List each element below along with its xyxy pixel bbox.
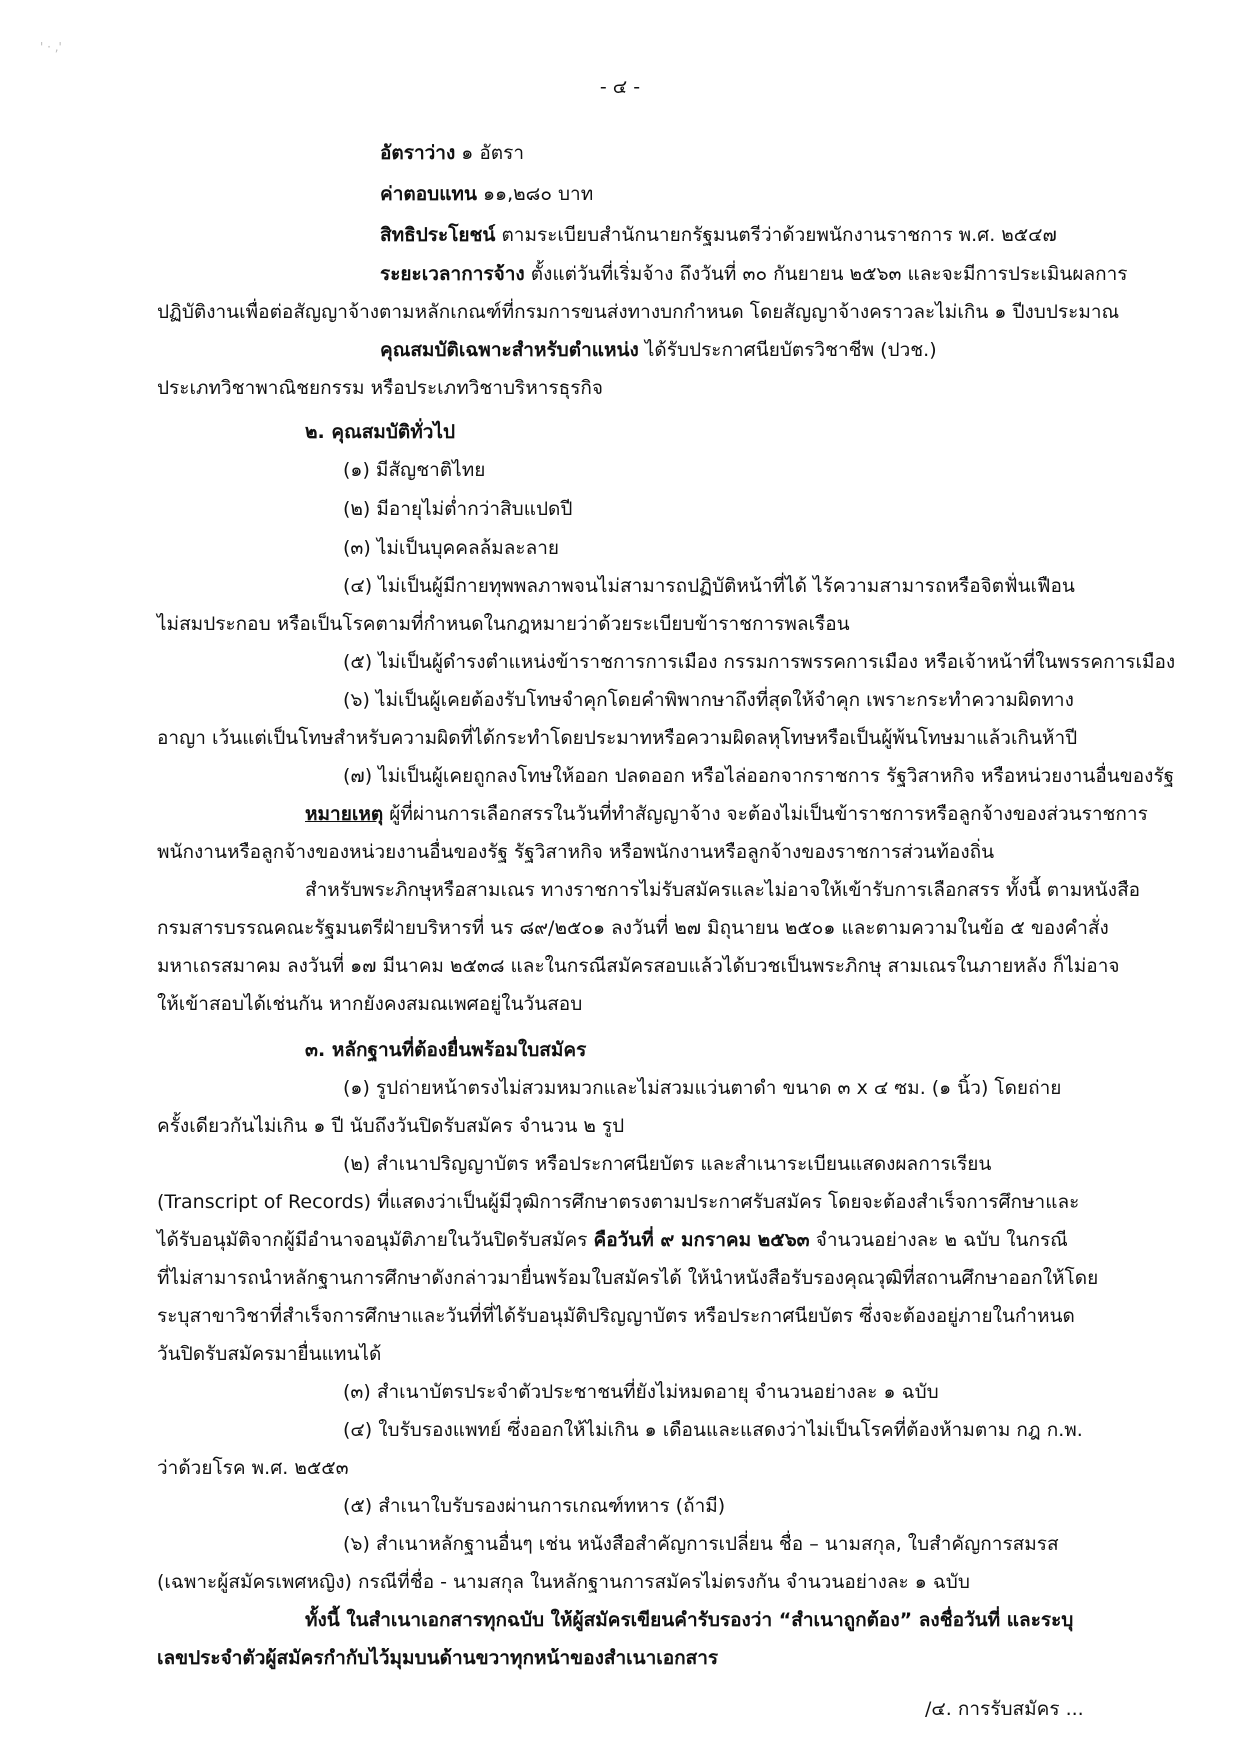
doc-item: ว่าด้วยโรค พ.ศ. ๒๕๕๓: [157, 1457, 349, 1479]
list-item: ไม่สมประกอบ หรือเป็นโรคตามที่กำหนดในกฎหมายว่าด้วยระเบียบข้าราชการพลเรือน: [157, 613, 850, 635]
note-label: หมายเหตุ: [305, 803, 384, 825]
doc-item: (๓) สำเนาบัตรประจำตัวประชาชนที่ยังไม่หมดอายุ จำนวนอย่างละ ๑ ฉบับ: [343, 1381, 939, 1403]
term-line: ระยะเวลาการจ้าง ตั้งแต่วันที่เริ่มจ้าง ถึงวันที่ ๓๐ กันยายน ๒๕๖๓ และจะมีการประเมินผลการ: [380, 263, 1128, 285]
scan-specks: ' · ,': [40, 40, 62, 54]
section-3-heading: ๓. หลักฐานที่ต้องยื่นพร้อมใบสมัคร: [305, 1039, 587, 1061]
doc-item: ที่ไม่สามารถนำหลักฐานการศึกษาดังกล่าวมายื่นพร้อมใบสมัครได้ ให้นำหนังสือรับรองคุณวุฒิที่สถานศึกษาออกให้โดย: [157, 1267, 1099, 1289]
doc-item: (๒) สำเนาปริญญาบัตร หรือประกาศนียบัตร และสำเนาระเบียนแสดงผลการเรียน: [343, 1153, 992, 1175]
term-continuation: ปฏิบัติงานเพื่อต่อสัญญาจ้างตามหลักเกณฑ์ที่กรมการขนส่งทางบกกำหนด โดยสัญญาจ้างคราวละไม่เกิน ๑ ปีงบประมาณ: [157, 301, 1120, 323]
note-text: พนักงานหรือลูกจ้างของหน่วยงานอื่นของรัฐ รัฐวิสาหกิจ หรือพนักงานหรือลูกจ้างของราชการส่วนท้องถิ่น: [157, 841, 995, 863]
list-item: อาญา เว้นแต่เป็นโทษสำหรับความผิดที่ได้กระทำโดยประมาทหรือความผิดลหุโทษหรือเป็นผู้พ้นโทษมาแล้วเกินห้าปี: [157, 727, 1078, 749]
pay-line: ค่าตอบแทน ๑๑,๒๘๐ บาท: [380, 183, 594, 205]
note-text: สำหรับพระภิกษุหรือสามเณร ทางราชการไม่รับสมัครและไม่อาจให้เข้ารับการเลือกสรร ทั้งนี้ ตามหนังสือ: [305, 879, 1141, 901]
note-text: มหาเถรสมาคม ลงวันที่ ๑๗ มีนาคม ๒๕๓๘ และในกรณีสมัครสอบแล้วได้บวชเป็นพระภิกษุ สามเณรในภายหลัง ก็ไม่อาจ: [157, 955, 1120, 977]
list-item: (๕) ไม่เป็นผู้ดำรงตำแหน่งข้าราชการการเมือง กรรมการพรรคการเมือง หรือเจ้าหน้าที่ในพรรคการเมือง: [343, 651, 1176, 673]
doc-item: (๑) รูปถ่ายหน้าตรงไม่สวมหมวกและไม่สวมแว่นตาดำ ขนาด ๓ x ๔ ซม. (๑ นิ้ว) โดยถ่าย: [343, 1077, 1062, 1099]
list-item: (๔) ไม่เป็นผู้มีกายทุพพลภาพจนไม่สามารถปฏิบัติหน้าที่ได้ ไร้ความสามารถหรือจิตฟั่นเฟือน: [343, 575, 1075, 597]
doc-item: ครั้งเดียวกันไม่เกิน ๑ ปี นับถึงวันปิดรับสมัคร จำนวน ๒ รูป: [157, 1115, 625, 1137]
qualification-continuation: ประเภทวิชาพาณิชยกรรม หรือประเภทวิชาบริหารธุรกิจ: [157, 377, 604, 399]
doc-item: (๔) ใบรับรองแพทย์ ซึ่งออกให้ไม่เกิน ๑ เดือนและแสดงว่าไม่เป็นโรคที่ต้องห้ามตาม กฎ ก.พ.: [343, 1419, 1083, 1441]
benefit-line: สิทธิประโยชน์ ตามระเบียบสำนักนายกรัฐมนตรีว่าด้วยพนักงานราชการ พ.ศ. ๒๕๔๗: [380, 224, 1057, 246]
deadline-date: คือวันที่ ๙ มกราคม ๒๕๖๓: [593, 1229, 810, 1251]
continued-footer: /๔. การรับสมัคร ...: [925, 1698, 1084, 1720]
doc-item: วันปิดรับสมัครมายื่นแทนได้: [157, 1343, 382, 1365]
doc-item: (Transcript of Records) ที่แสดงว่าเป็นผู้มีวุฒิการศึกษาตรงตามประกาศรับสมัคร โดยจะต้องสำเร็จการศึกษาและ: [157, 1191, 1080, 1213]
doc-item: ระบุสาขาวิชาที่สำเร็จการศึกษาและวันที่ที่ได้รับอนุมัติปริญญาบัตร หรือประกาศนียบัตร ซึ่งจะต้องอยู่ภายในกำหนด: [157, 1305, 1075, 1327]
doc-item: ได้รับอนุมัติจากผู้มีอำนาจอนุมัติภายในวันปิดรับสมัคร คือวันที่ ๙ มกราคม ๒๕๖๓ จำนวนอย่างละ ๒ ฉบับ ในกรณี: [157, 1229, 1068, 1251]
list-item: (๑) มีสัญชาติไทย: [343, 459, 486, 481]
list-item: (๓) ไม่เป็นบุคคลล้มละลาย: [343, 537, 560, 559]
vacancy-line: อัตราว่าง ๑ อัตรา: [380, 142, 525, 164]
section-2-heading: ๒. คุณสมบัติทั่วไป: [305, 421, 456, 443]
list-item: (๗) ไม่เป็นผู้เคยถูกลงโทษให้ออก ปลดออก หรือไล่ออกจากราชการ รัฐวิสาหกิจ หรือหน่วยงานอื่นของรัฐ: [343, 765, 1175, 787]
note-line: หมายเหตุ ผู้ที่ผ่านการเลือกสรรในวันที่ทำสัญญาจ้าง จะต้องไม่เป็นข้าราชการหรือลูกจ้างของส่วนราชการ: [305, 803, 1148, 825]
certification-note: ทั้งนี้ ในสำเนาเอกสารทุกฉบับ ให้ผู้สมัครเขียนคำรับรองว่า “สำเนาถูกต้อง” ลงชื่อวันที่ และระบุ: [305, 1609, 1074, 1631]
list-item: (๒) มีอายุไม่ต่ำกว่าสิบแปดปี: [343, 498, 573, 520]
note-text: ให้เข้าสอบได้เช่นกัน หากยังคงสมณเพศอยู่ในวันสอบ: [157, 993, 583, 1015]
page-number: - ๔ -: [599, 76, 641, 98]
doc-item: (เฉพาะผู้สมัครเพศหญิง) กรณีที่ชื่อ - นามสกุล ในหลักฐานการสมัครไม่ตรงกัน จำนวนอย่างละ ๑ ฉบับ: [157, 1571, 970, 1593]
qualification-line: คุณสมบัติเฉพาะสำหรับตำแหน่ง ได้รับประกาศนียบัตรวิชาชีพ (ปวช.): [380, 339, 937, 361]
doc-item: (๕) สำเนาใบรับรองผ่านการเกณฑ์ทหาร (ถ้ามี): [343, 1495, 726, 1517]
doc-item: (๖) สำเนาหลักฐานอื่นๆ เช่น หนังสือสำคัญการเปลี่ยน ชื่อ – นามสกุล, ใบสำคัญการสมรส: [343, 1533, 1059, 1555]
certification-note-cont: เลขประจำตัวผู้สมัครกำกับไว้มุมบนด้านขวาทุกหน้าของสำเนาเอกสาร: [157, 1647, 719, 1669]
note-text: กรมสารบรรณคณะรัฐมนตรีฝ่ายบริหารที่ นร ๘๙/๒๕๐๑ ลงวันที่ ๒๗ มิถุนายน ๒๕๐๑ และตามความในข้อ ๕ ของคำสั่ง: [157, 917, 1109, 939]
list-item: (๖) ไม่เป็นผู้เคยต้องรับโทษจำคุกโดยคำพิพากษาถึงที่สุดให้จำคุก เพราะกระทำความผิดทาง: [343, 689, 1074, 711]
